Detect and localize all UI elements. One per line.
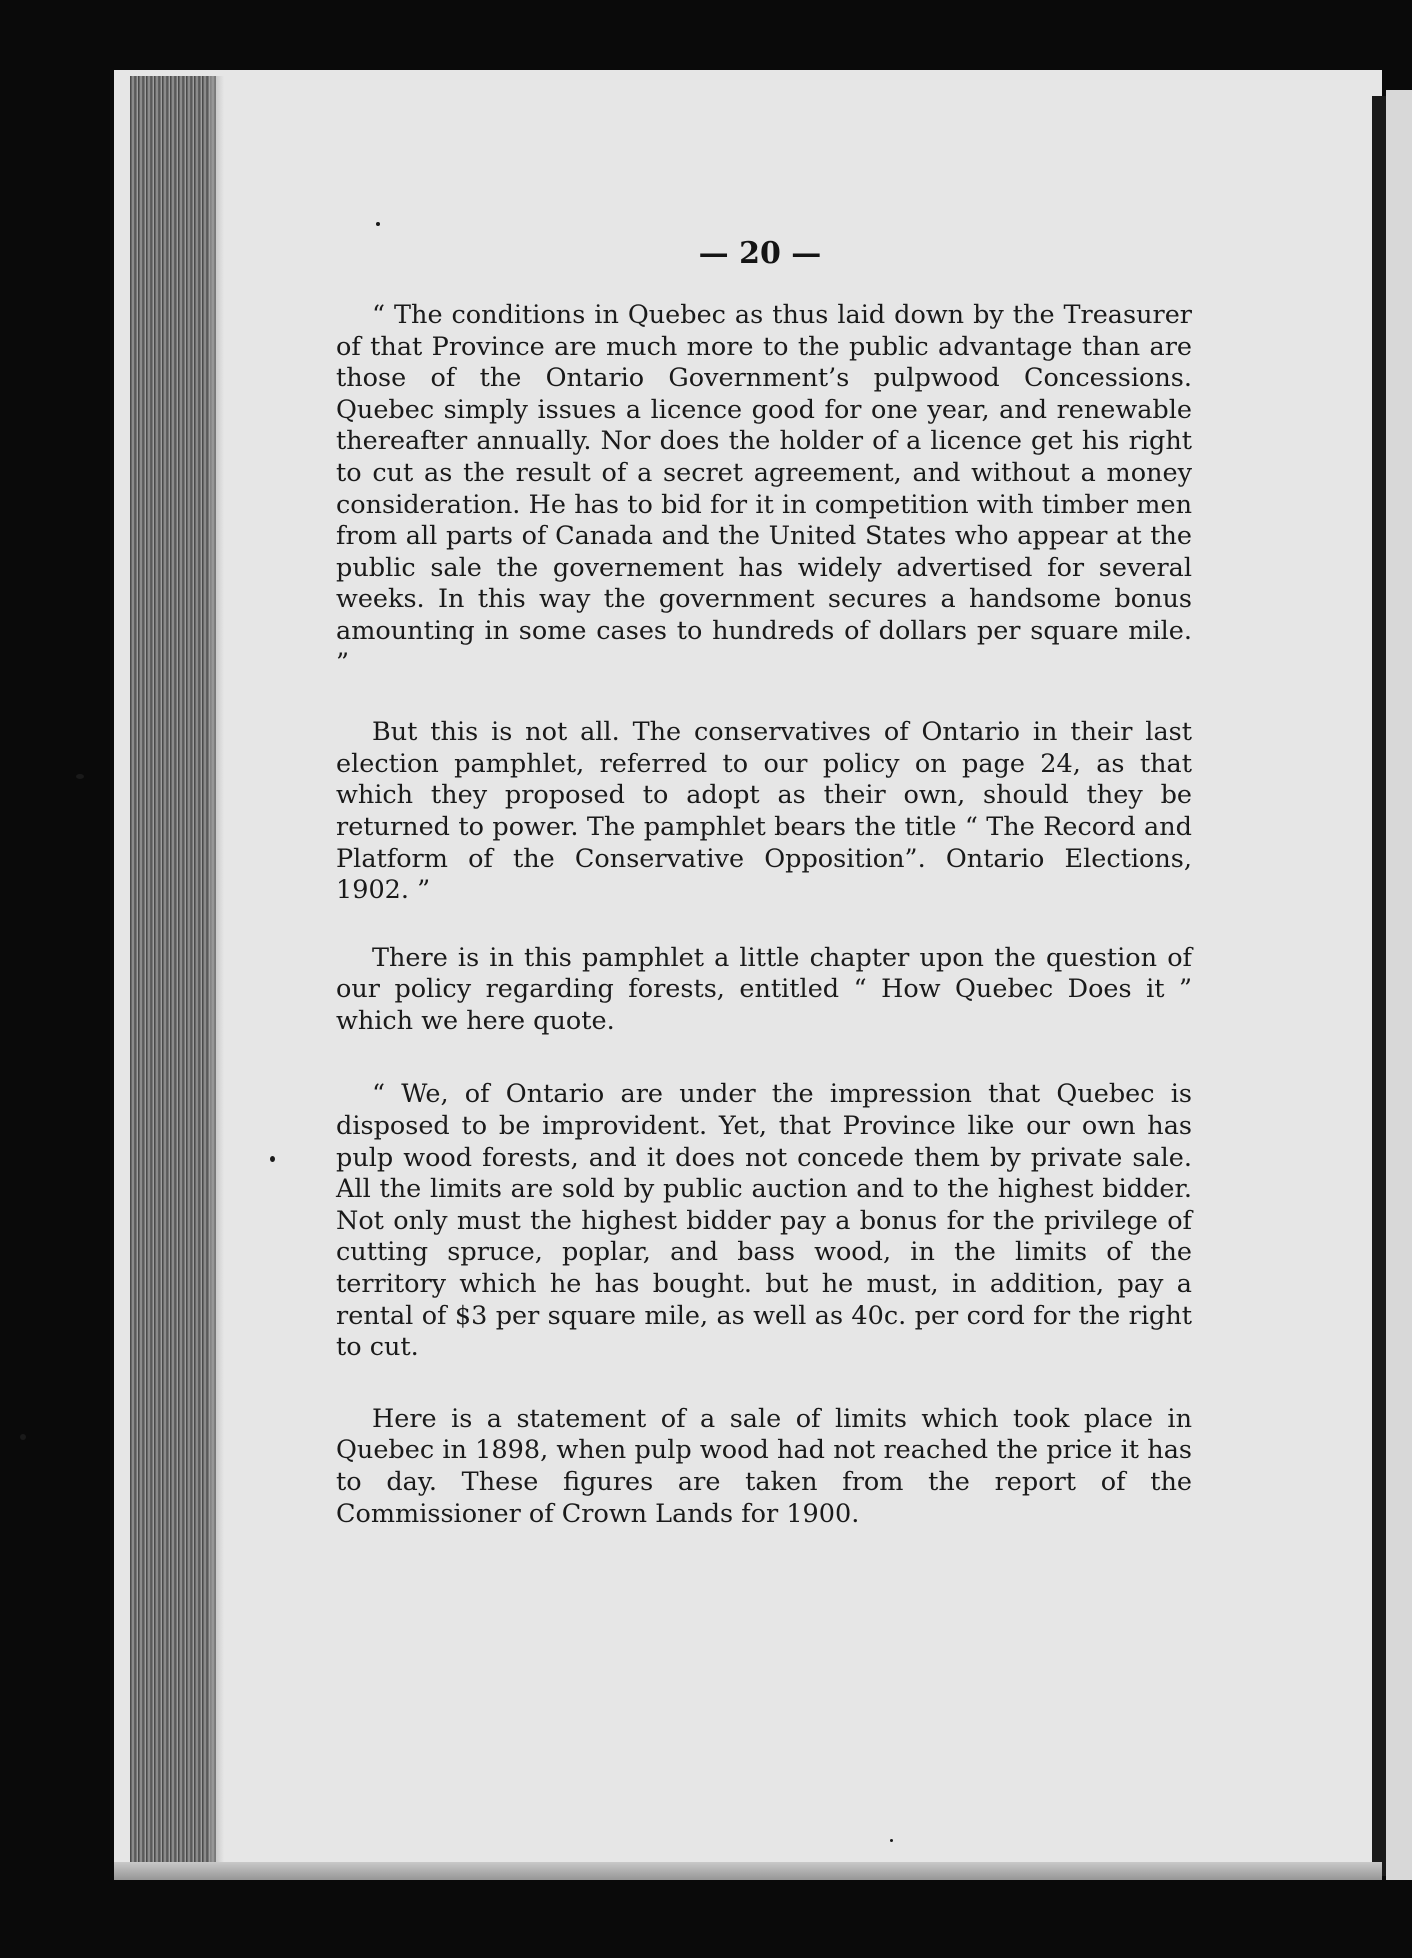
page-right-edge	[1372, 96, 1386, 1876]
paragraph-quote-quebec-conditions: “ The conditions in Quebec as thus laid down by the Treasurer of that Province are much more to the public advantage than are those of the Ontario Government’s pulpwood Concessions. Quebec simply issues a licence good for one year, and renewable thereafter annually. Nor does the holder of a licence get his right to cut as the result of a secret agreement, and without a money consideration. He has to bid for it in competition with timber men from all parts of Canada and the United States who appear at the public sale the governement has widely advertised for several weeks. In this way the government secures a handsome bonus amounting in some cases to hundreds of dollars per square mile. ”	[336, 300, 1192, 678]
scan-speck	[76, 774, 84, 779]
next-page-strip	[1386, 90, 1412, 1880]
paragraph-conservative-pamphlet: But this is not all. The conservatives of Ontario in their last election pamphlet, referred to our policy on page 24, as that which they proposed to adopt as their own, should they be returned to power. The pamphlet bears the title “ The Record and Platform of the Conservative Opposition”. Ontario Elections, 1902. ”	[336, 717, 1192, 906]
binding-shadow	[210, 76, 224, 1874]
scan-speck	[890, 1839, 893, 1842]
paragraph-how-quebec-does-it: There is in this pamphlet a little chapter upon the question of our policy regarding forests, entitled “ How Quebec Does it ” which we here quote.	[336, 942, 1192, 1036]
scan-speck	[20, 1434, 26, 1440]
page-bottom-shadow	[114, 1862, 1382, 1880]
page-number: — 20 —	[698, 236, 822, 271]
scan-speck	[270, 1156, 275, 1162]
book-binding-edge	[130, 76, 216, 1874]
paragraph-sale-statement: Here is a statement of a sale of limits which took place in Quebec in 1898, when pulp wood had not reached the price it has to day. These figures are taken from the report of the Commissioner of Crown Lands for 1900.	[336, 1403, 1192, 1529]
paragraph-quote-ontario-impression: “ We, of Ontario are under the impression that Quebec is disposed to be improvident. Yet, that Province like our own has pulp wood forests, and it does not concede them by private sale. All the limits are sold by public auction and to the highest bidder. Not only must the highest bidder pay a bonus for the privilege of cutting spruce, poplar, and bass wood, in the limits of the territory which he has bought. but he must, in addition, pay a rental of $3 per square mile, as well as 40c. per cord for the right to cut.	[336, 1079, 1192, 1363]
body-text	[336, 300, 1192, 1530]
scan-speck	[376, 222, 380, 226]
